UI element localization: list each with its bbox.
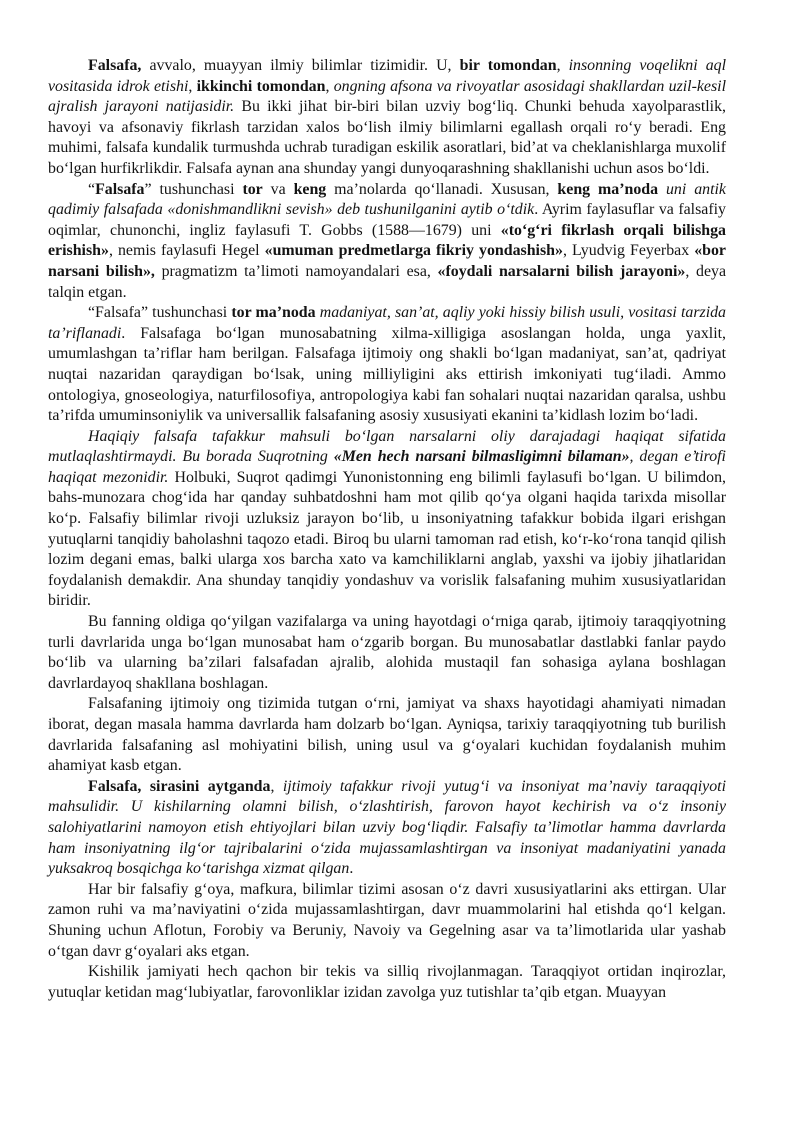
text-run: ongning afsona va rivoyatlar asosidagi shakllardan uzil-kesil ajralish jarayoni natijasidir. bbox=[48, 77, 727, 116]
paragraph-society-development bbox=[48, 962, 726, 1003]
text-run: keng ma’noda bbox=[557, 180, 659, 198]
text-run: “ bbox=[88, 180, 96, 198]
paragraph-social-role bbox=[48, 694, 726, 776]
text-run: , bbox=[325, 77, 334, 95]
text-run: , bbox=[270, 777, 283, 795]
text-run: «Men hech narsani bilmasligimni bilaman» bbox=[333, 448, 630, 466]
paragraph-falsafa-definition bbox=[48, 56, 726, 180]
text-run: Holbuki, Suqrot qadimgi Yunonistonning eng bilimli faylasufi bo‘lgan. U bilimdon, bahs-munozara chog‘ida har qanday suhbatdoshni ham mot qilib qo‘ya olgani haqida tarixda misollar ko‘p. Falsafiy bilimlar rivoji uzluksiz jarayon bo‘lib, u insoniyatning tafakkur bobida ilgari erishgan yutuqlarni tanqidiy baholashni taqozo etadi. Biroq bu ularni tamoman rad etish, ko‘r-ko‘rona tanqid qilish lozim degani emas, balki ularga xos barcha xato va kamchiliklarni anglab, yaxshi va ijobiy jihatlaridan foydalanish demakdir. Ana shunday tanqidiy yondashuv va vorislik falsafaning muhim xususiyatlaridan biridir. bbox=[48, 468, 726, 610]
text-run: Kishilik jamiyati hech qachon bir tekis va silliq rivojlanmagan. Taraqqiyot ortidan inqirozlar, yutuqlar ketidan mag‘lubiyatlar, farovonliklar izidan zavolga yuz tutishlar ta’qib etgan. Muayyan bbox=[48, 963, 726, 1001]
text-run: «umuman predmetlarga fikriy yondashish» bbox=[264, 242, 563, 260]
text-run: , bbox=[556, 57, 569, 74]
text-run: Bu fanning oldiga qo‘yilgan vazifalarga va uning hayotdagi o‘rniga qarab, ijtimoiy taraqqiyotning turli davrlarida unga bo‘lgan munosabat ham o‘zgarib borgan. Bu munosabatlar dastlabki fanlar paydo bo‘lib va ularning ba’zilari falsafadan ajralib, alohida mustaqil fan sohasiga aylana boshlagan davrlardayoq shakllana boshlagan. bbox=[48, 613, 726, 692]
text-run: Haqiqiy falsafa tafakkur mahsuli bo‘lgan narsalarni oliy darajadagi haqiqat sifatida mutlaqlashtirmaydi. Bu borada Suqrotning bbox=[48, 427, 726, 466]
text-run: , degan e’tirofi haqiqat mezonidir. bbox=[48, 448, 726, 486]
text-run: , Lyudvig Feyerbax bbox=[562, 242, 695, 260]
text-run: Falsafa, bbox=[88, 57, 142, 74]
text-run: «to‘g‘ri fikrlash orqali bilishga erishish» bbox=[48, 221, 726, 260]
text-run: . bbox=[349, 860, 354, 878]
text-run: Bu ikki jihat bir-biri bilan uzviy bog‘liq. Chunki behuda xayolparastlik, havoyi va afsonaviy fikrlash tarzidan xalos bo‘lish ilmiy bilimlarni egallash orqali ro‘y beradi. Eng muhimi, falsafa kundalik turmushda uchrab turadigan eskilik asoratlari, bid’at va cheklanishlarga muxolif bo‘lgan hurfikrlikdir. Falsafa aynan ana shunday yangi dunyoqarashning shakllanishi uchun asos bo‘ldi. bbox=[48, 98, 726, 177]
paragraph-era-ideas bbox=[48, 880, 726, 962]
paragraph-attitude-history bbox=[48, 612, 726, 694]
text-run: Falsafa bbox=[95, 180, 145, 198]
text-run: tor ma’noda bbox=[231, 304, 316, 322]
text-run: pragmatizm ta’limoti namoyandalari esa, bbox=[154, 262, 438, 280]
text-run: tor bbox=[242, 180, 263, 198]
text-run: “Falsafa” tushunchasi bbox=[88, 304, 232, 322]
text-run: . Falsafaga bo‘lgan munosabatning xilma-xilligiga asoslangan holda, unga yaxlit, umumlashgan ta’riflar ham berilgan. Falsafaga ijtimoiy ong shakli bo‘lgan madaniyat, san’at, qadriyat nuqtai nazaridan qaraydigan bo‘lsak, uning milliyligini aks ettirish imkoniyati tug‘iladi. Ammo ontologiya, gnoseologiya, naturfilosofiya, antropologiya kabi fan sohalari nuqtai nazaridan qaralsa, ushbu ta’rifda umuminsoniylik va universallik falsafaning asosiy xususiyati ekanini ta’kidlash lozim bo‘ladi. bbox=[48, 324, 726, 425]
text-run: , bbox=[188, 77, 197, 95]
text-run: keng bbox=[293, 180, 327, 198]
text-run: Falsafa, sirasini aytganda bbox=[88, 777, 271, 795]
text-run: , nemis faylasufi Hegel bbox=[108, 242, 265, 260]
text-run: ikkinchi tomondan bbox=[196, 77, 326, 95]
text-run: «bor narsani bilish», bbox=[48, 242, 726, 280]
text-run: . Ayrim faylasuflar va falsafiy oqimlar, chunonchi, ingliz faylasufi T. Gobbs (1588—1679) uni bbox=[48, 201, 726, 239]
text-run: bir tomondan bbox=[459, 57, 557, 74]
text-run: «foydali narsalarni bilish jarayoni» bbox=[437, 262, 686, 280]
paragraph-broad-meaning bbox=[48, 180, 726, 304]
text-run: ma’nolarda qo‘llanadi. Xususan, bbox=[326, 180, 558, 198]
text-run: avvalo, muayyan ilmiy bilimlar tizimidir. U, bbox=[141, 57, 460, 74]
paragraph-narrow-meaning bbox=[48, 303, 726, 427]
paragraph-socrates bbox=[48, 427, 726, 612]
paragraph-spiritual-progress bbox=[48, 777, 726, 880]
text-run: uni antik qadimiy falsafada «donishmandlikni sevish» deb tushunilganini aytib o‘tdik bbox=[48, 180, 726, 219]
text-run: , deya talqin etgan. bbox=[48, 262, 726, 301]
text-run: insonning voqelikni aql vositasida idrok etishi bbox=[48, 57, 726, 95]
text-run bbox=[658, 181, 666, 198]
text-run: ijtimoiy tafakkur rivoji yutug‘i va insoniyat ma’naviy taraqqiyoti mahsulidir. U kishilarning olamni bilish, o‘zlashtirish, farovon hayot kechirish va o‘z insoniy salohiyatlarini namoyon etish ehtiyojlari bilan uzviy bog‘liqdir. Falsafiy ta’limotlar hamma davrlarda ham insoniyatning ilg‘or tajribalarini o‘zida mujassamlashtirgan va insoniyat madaniyatini yanada yuksakroq bosqichga ko‘tarishga xizmat qilgan bbox=[48, 777, 726, 878]
text-run: Har bir falsafiy g‘oya, mafkura, bilimlar tizimi asosan o‘z davri xususiyatlarini aks ettirgan. Ular zamon ruhi va ma’naviyatini o‘zida mujassamlashtirgan, davr muammolarini hal etishda qo‘l kelgan. Shuning uchun Aflotun, Forobiy va Beruniy, Navoiy va Gegelning asar va ta’limotlarida ular yashab o‘tgan davr g‘oyalari aks etgan. bbox=[48, 880, 726, 960]
text-run: ” tushunchasi bbox=[144, 180, 243, 198]
text-run: Falsafaning ijtimoiy ong tizimida tutgan o‘rni, jamiyat va shaxs hayotidagi ahamiyati nimadan iborat, degan masala hamma davrlarda ham dolzarb bo‘lgan. Ayniqsa, tarixiy taraqqiyotning tub burilish davrlarida falsafaning asl mohiyatini bilish, uning usul va g‘oyalari kuchidan foydalanish muhim ahamiyat kasb etgan. bbox=[48, 695, 726, 775]
text-run: va bbox=[262, 180, 294, 198]
text-run: madaniyat, san’at, aqliy yoki hissiy bilish usuli, vositasi tarzida ta’riflanadi bbox=[48, 304, 726, 342]
